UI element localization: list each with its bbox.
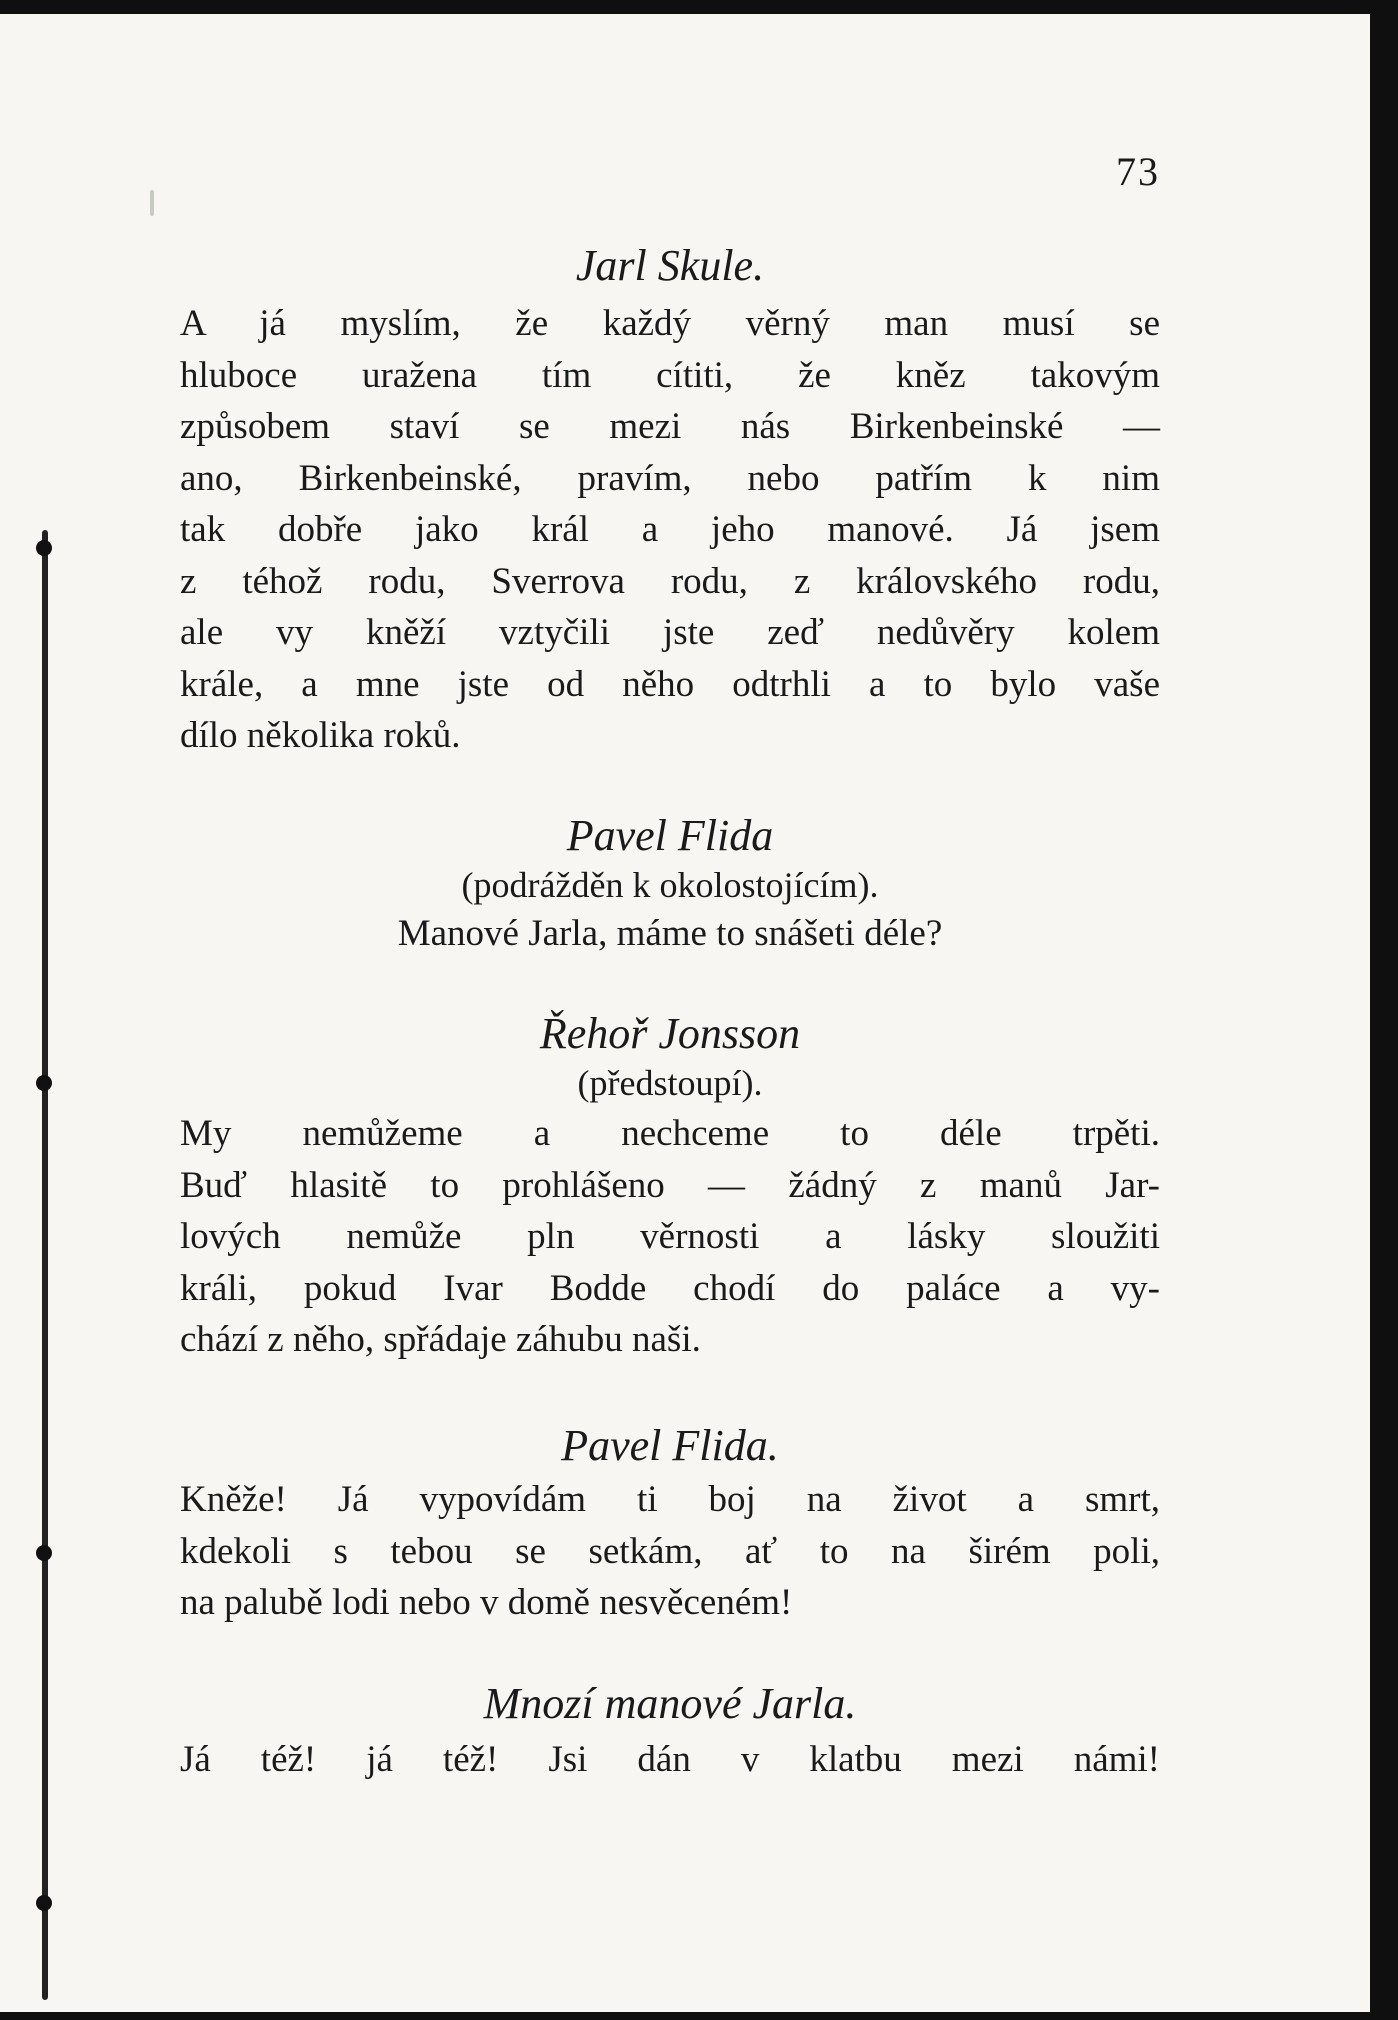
dialogue-block-pavel-flida-2 (180, 1420, 1160, 1629)
scan-border-right (1370, 0, 1398, 2020)
text-line: ano, Birkenbeinské, pravím, nebo patřím k nim (180, 457, 1160, 499)
dialogue-block-jarl-skule (180, 240, 1160, 762)
text-line: způsobem staví se mezi nás Birkenbeinské — (180, 406, 1160, 447)
text-line: My nemůžeme a nechceme to déle trpěti. (180, 1113, 1160, 1154)
text-line: Buď hlasitě to prohlášeno — žádný z manů Jar- (180, 1164, 1160, 1206)
page-binding-edge (42, 530, 48, 2000)
binding-mark (36, 1545, 52, 1561)
text-line: Manové Jarla, máme to snášeti déle? (397, 913, 943, 954)
text-line: A já myslím, že každý věrný man musí se (180, 303, 1160, 344)
speaker-name: Mnozí manové Jarla. (483, 1679, 857, 1728)
text-line: králi, pokud Ivar Bodde chodí do paláce a vy- (180, 1267, 1160, 1309)
text-line: z téhož rodu, Sverrova rodu, z královského rodu, (180, 560, 1160, 602)
speaker-name: Pavel Flida. (561, 1421, 779, 1470)
text-line: dílo několika roků. (180, 715, 461, 756)
paper-blemish (150, 190, 154, 216)
page-number: 73 (1116, 149, 1160, 194)
dialogue-block-mnozi-manove (180, 1678, 1160, 1786)
text-line: kdekoli s tebou se setkám, ať to na širém poli, (180, 1530, 1160, 1572)
speaker-name: Řehoř Jonsson (539, 1009, 801, 1058)
text-line: krále, a mne jste od něho odtrhli a to bylo vaše (180, 663, 1160, 705)
stage-direction: (předstoupí). (577, 1063, 763, 1103)
binding-mark (36, 1895, 52, 1911)
scan-border-top (0, 0, 1398, 14)
dialogue-block-rehor-jonsson (180, 1008, 1160, 1366)
scan-border-bottom (0, 2012, 1398, 2020)
stage-direction: (podrážděn k okolostojícím). (461, 865, 879, 905)
text-line: Já též! já též! Jsi dán v klatbu mezi námi! (180, 1739, 1160, 1780)
binding-mark (36, 540, 52, 556)
binding-mark (36, 1075, 52, 1091)
text-line: ale vy kněží vztyčili jste zeď nedůvěry kolem (180, 612, 1160, 653)
text-line: chází z něho, spřádaje záhubu naši. (180, 1319, 701, 1360)
text-line: na palubě lodi nebo v domě nesvěceném! (180, 1582, 793, 1623)
dialogue-block-pavel-flida (180, 810, 1160, 960)
text-line: hluboce uražena tím cítiti, že kněz takovým (180, 354, 1160, 396)
speaker-name: Jarl Skule. (575, 241, 765, 290)
speaker-name: Pavel Flida (566, 811, 774, 860)
text-line: lových nemůže pln věrnosti a lásky sloužiti (180, 1216, 1160, 1257)
text-line: tak dobře jako král a jeho manové. Já jsem (180, 509, 1160, 550)
text-line: Kněže! Já vypovídám ti boj na život a smrt, (180, 1479, 1160, 1520)
